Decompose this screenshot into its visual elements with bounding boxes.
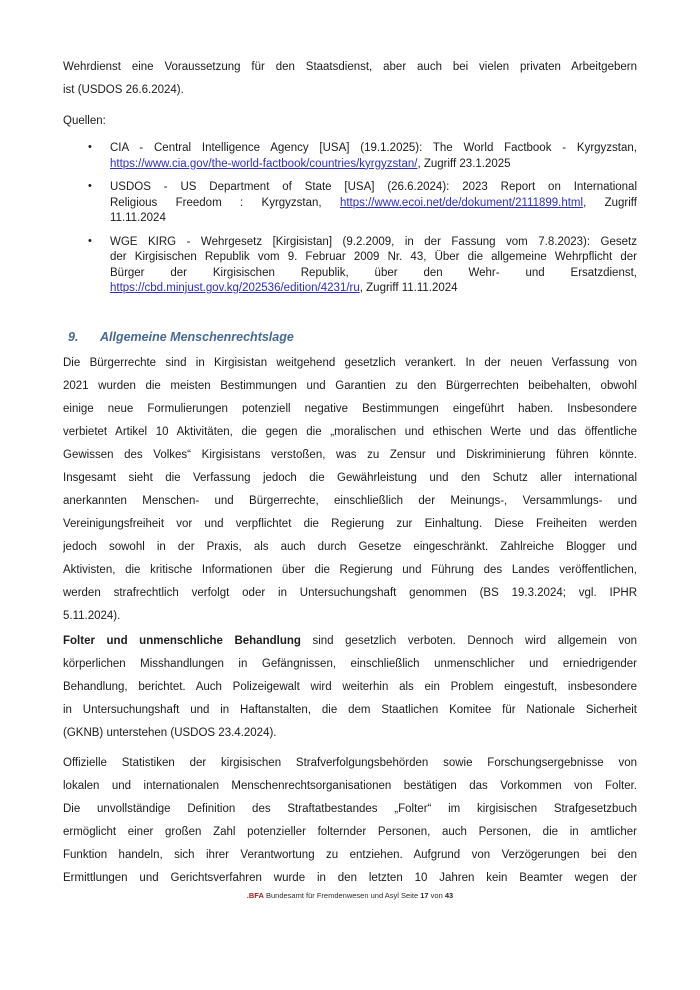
sources-list — [63, 141, 637, 297]
paragraph-line: in Untersuchungshaft und in Haftanstalten, die dem Staatlichen Komitee für Nationale Sicherheit — [63, 704, 637, 716]
paragraph-line: Wehrdienst eine Voraussetzung für den Staatsdienst, aber auch bei vielen privaten Arbeitgebern — [63, 61, 637, 73]
paragraph-line: Aktivisten, die kritische Informationen über die Regierung und Führung des Landes veröffentlichen, — [63, 564, 637, 576]
paragraph-line: 2021 wurden die meisten Bestimmungen und Garantien zu den Bürgerrechten beibehalten, obwohl — [63, 380, 637, 392]
source-line: der Kirgisischen Republik vom 9. Februar 2009 Nr. 43, Über die allgemeine Wehrpflicht der — [110, 251, 637, 263]
paragraph-line — [63, 630, 637, 653]
source-line: WGE KIRG - Wehrgesetz [Kirgisistan] (9.2.2009, in der Fassung vom 7.8.2023): Gesetz — [110, 235, 637, 248]
paragraph-line: Funktion handeln, sich ihrer Verantwortung zu entziehen. Aufgrund von Verzögerungen bei den — [63, 849, 637, 861]
section-title: Allgemeine Menschenrechtslage — [100, 330, 294, 344]
paragraph-statistics — [63, 752, 637, 890]
sources-label: Quellen: — [63, 115, 106, 127]
paragraph-line: Die unvollständige Definition des Straftatbestandes „Folter“ im kirgisischen Strafgesetzbuch — [63, 803, 637, 815]
paragraph-line: einige neue Formulierungen potenziell negative Bestimmungen eingeführt haben. Insbesondere — [63, 403, 637, 415]
source-link[interactable]: https://www.ecoi.net/de/dokument/2111899.html — [339, 196, 584, 209]
footer-of-label: von — [428, 891, 445, 900]
paragraph-line: verbietet Artikel 10 Aktivitäten, die gegen die „moralischen und ethischen Werte und das öffentliche — [63, 426, 637, 438]
source-line — [110, 157, 637, 173]
footer-text: Bundesamt für Fremdenwesen und Asyl Seite — [263, 891, 421, 900]
page-number: 17 — [420, 891, 429, 900]
paragraph-line: Die Bürgerrechte sind in Kirgisistan weitgehend gesetzlich verankert. In der neuen Verfassung von — [63, 357, 637, 369]
paragraph-line: körperlichen Misshandlungen in Gefängnissen, einschließlich unmenschlicher und erniedrigender — [63, 658, 637, 670]
paragraph-line: Insgesamt sieht die Verfassung jedoch die Gewährleistung und den Schutz aller international — [63, 472, 637, 484]
paragraph-line: werden strafrechtlich verfolgt oder in Untersuchungshaft genommen (BS 19.3.2024; vgl. IPHR — [63, 587, 637, 599]
source-line: CIA - Central Intelligence Agency [USA] (19.1.2025): The World Factbook - Kyrgyzstan, — [110, 142, 637, 154]
paragraph-line: jedoch sowohl in der Praxis, als auch durch Gesetze eingeschränkt. Zahlreiche Blogger und — [63, 541, 637, 553]
bullet-icon: • — [88, 180, 92, 192]
paragraph-line: (GKNB) unterstehen (USDOS 23.4.2024). — [63, 727, 277, 739]
source-line — [110, 281, 637, 297]
source-item — [63, 141, 637, 172]
paragraph-line: Vereinigungsfreiheit vor und verpflichtet die Regierung zur Einhaltung. Diese Freiheiten werden — [63, 518, 637, 530]
bullet-icon: • — [88, 234, 92, 247]
source-line-text: , Zugriff 23.1.2025 — [417, 157, 511, 170]
source-line — [110, 196, 637, 212]
section-number: 9. — [68, 330, 79, 344]
page-footer — [0, 891, 700, 901]
source-item — [63, 180, 637, 227]
intro-paragraph — [63, 56, 637, 102]
bfa-logo: .BFA — [246, 891, 264, 900]
paragraph-line: ist (USDOS 26.6.2024). — [63, 84, 184, 96]
source-line-text: , Zugriff 11.11.2024 — [359, 282, 458, 294]
paragraph-torture — [63, 630, 637, 745]
section-heading — [63, 327, 642, 347]
source-link[interactable]: https://www.cia.gov/the-world-factbook/countries/kyrgyzstan/ — [110, 157, 418, 170]
paragraph-line: 5.11.2024). — [63, 610, 121, 622]
bullet-icon: • — [88, 141, 92, 153]
source-link[interactable]: https://cbd.minjust.gov.kg/202536/edition/4231/ru — [110, 282, 360, 294]
paragraph-line: Behandlung, berichtet. Auch Polizeigewalt wird weiterhin als ein Problem eingestuft, insbesondere — [63, 681, 637, 693]
paragraph-line: Ermittlungen und Gerichtsverfahren wurde in den letzten 10 Jahren kein Beamter wegen der — [63, 872, 637, 884]
paragraph-line: Offizielle Statistiken der kirgisischen Strafverfolgungsbehörden sowie Forschungsergebnisse von — [63, 757, 637, 769]
bold-lead-text: Folter und unmenschliche Behandlung — [63, 635, 301, 647]
source-line: 11.11.2024 — [110, 212, 166, 224]
source-item — [63, 235, 637, 297]
paragraph-human-rights — [63, 352, 637, 628]
paragraph-line: Gewissen des Volkes“ Kirgisistans verstoßen, was zu Zensur und Diskriminierung führen könnte. — [63, 449, 637, 461]
source-line-text: , Zugriff — [583, 196, 637, 209]
source-line: Bürger der Kirgisischen Republik, über den Wehr- und Ersatzdienst, — [110, 266, 637, 279]
paragraph-line: lokalen und internationalen Menschenrechtsorganisationen bestätigen das Vorkommen von Folter. — [63, 780, 637, 792]
source-line-text: Religious Freedom : Kyrgyzstan, — [110, 196, 340, 209]
source-line: USDOS - US Department of State [USA] (26.6.2024): 2023 Report on International — [110, 181, 637, 193]
page-total: 43 — [444, 891, 454, 900]
paragraph-line: ermöglicht einer großen Zahl potenzieller folternder Personen, auch Personen, die in amtlicher — [63, 826, 637, 838]
paragraph-line-text: sind gesetzlich verboten. Dennoch wird allgemein von — [300, 635, 637, 647]
paragraph-line: anerkannten Menschen- und Bürgerrechte, einschließlich der Meinungs-, Versammlungs- und — [63, 495, 637, 507]
